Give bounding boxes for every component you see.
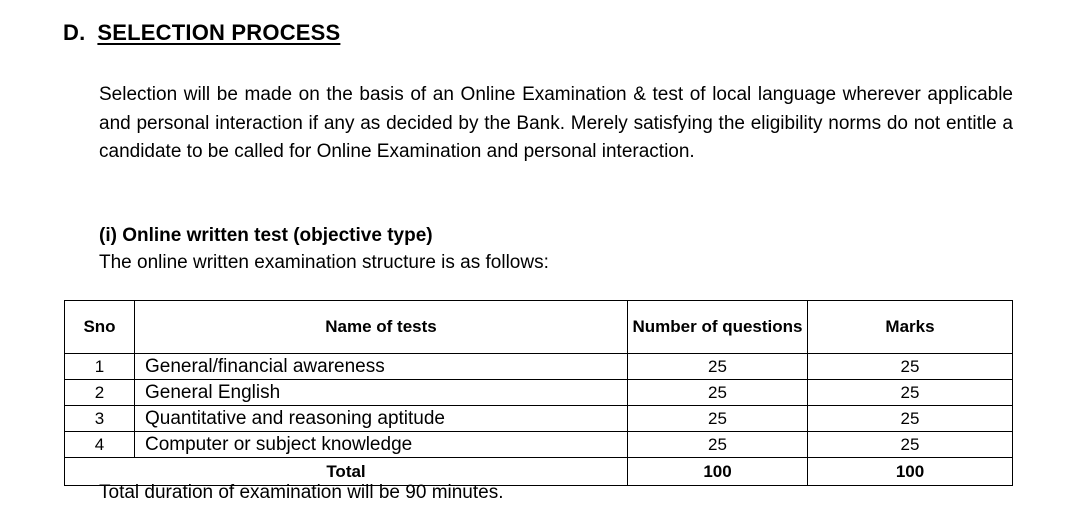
table-row bbox=[65, 354, 1013, 380]
row-marks: 25 bbox=[808, 406, 1013, 432]
table-row bbox=[65, 432, 1013, 458]
row-marks: 25 bbox=[808, 432, 1013, 458]
header-name: Name of tests bbox=[135, 301, 628, 354]
row-sno: 2 bbox=[65, 380, 135, 406]
total-questions: 100 bbox=[628, 458, 808, 486]
row-marks: 25 bbox=[808, 380, 1013, 406]
section-heading bbox=[63, 20, 340, 46]
table-row bbox=[65, 406, 1013, 432]
header-questions: Number of questions bbox=[628, 301, 808, 354]
section-letter: D. bbox=[63, 20, 86, 45]
table-header-row bbox=[65, 301, 1013, 354]
total-label: Total bbox=[65, 458, 628, 486]
row-sno: 1 bbox=[65, 354, 135, 380]
row-questions: 25 bbox=[628, 380, 808, 406]
row-questions: 25 bbox=[628, 354, 808, 380]
duration-note: Total duration of examination will be 90 minutes. bbox=[99, 482, 504, 503]
section-title: SELECTION PROCESS bbox=[97, 20, 341, 45]
row-sno: 4 bbox=[65, 432, 135, 458]
exam-structure-table bbox=[64, 300, 1013, 486]
row-name: General English bbox=[135, 380, 628, 406]
header-marks: Marks bbox=[808, 301, 1013, 354]
subsection-title: (i) Online written test (objective type) bbox=[99, 225, 433, 246]
row-questions: 25 bbox=[628, 432, 808, 458]
subsection-description: The online written examination structure is as follows: bbox=[99, 252, 549, 273]
header-sno: Sno bbox=[65, 301, 135, 354]
total-marks: 100 bbox=[808, 458, 1013, 486]
row-name: General/financial awareness bbox=[135, 354, 628, 380]
row-name: Computer or subject knowledge bbox=[135, 432, 628, 458]
table-row bbox=[65, 380, 1013, 406]
row-name: Quantitative and reasoning aptitude bbox=[135, 406, 628, 432]
intro-paragraph: Selection will be made on the basis of an Online Examination & test of local language wherever applicable and personal interaction if any as decided by the Bank. Merely satisfying the eligibility norms do not entitle a candidate to be called for Online Examination and personal interaction. bbox=[99, 84, 1013, 162]
row-sno: 3 bbox=[65, 406, 135, 432]
row-marks: 25 bbox=[808, 354, 1013, 380]
row-questions: 25 bbox=[628, 406, 808, 432]
